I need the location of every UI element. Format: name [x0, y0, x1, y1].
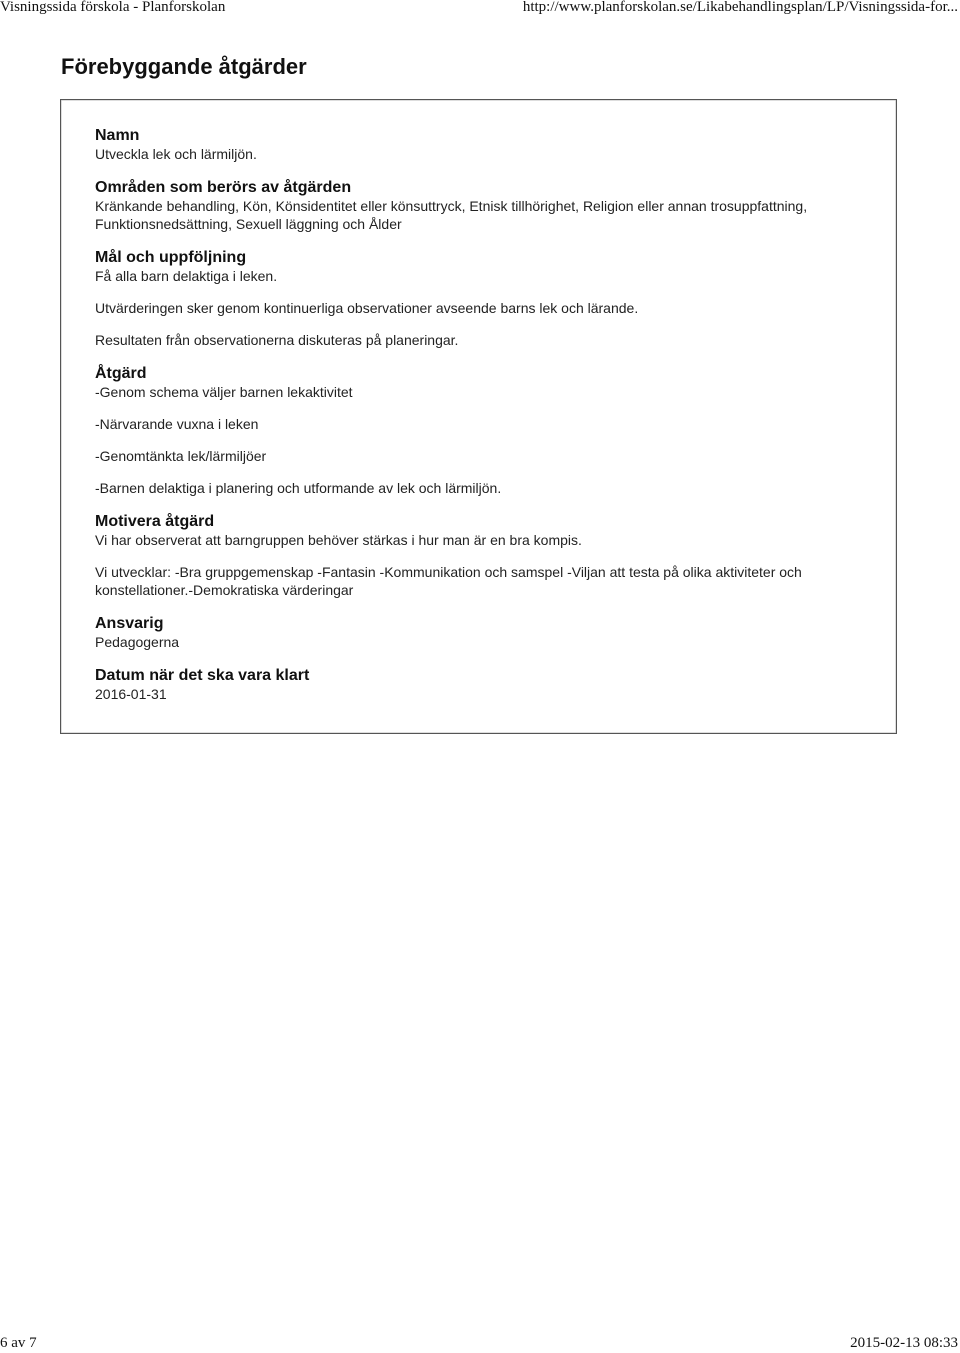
section-datum: [95, 666, 876, 703]
section-label-omraden: Områden som berörs av åtgärden: [95, 179, 352, 196]
atgard-paragraph: -Genomtänkta lek/lärmiljöer: [95, 448, 267, 464]
print-footer-timestamp: 2015-02-13 08:33: [850, 1335, 958, 1351]
section-label-atgard: Åtgärd: [95, 365, 147, 382]
section-label-motivera: Motivera åtgärd: [95, 513, 215, 530]
section-atgard: [95, 364, 876, 497]
mal-paragraph: Resultaten från observationerna diskuteras på planeringar.: [95, 332, 459, 348]
print-header-url: http://www.planforskolan.se/Likabehandlingsplan/LP/Visningssida-for...: [522, 0, 958, 15]
section-label-ansvarig: Ansvarig: [95, 615, 164, 632]
section-label-mal: Mål och uppföljning: [95, 249, 247, 266]
print-footer-page-number: 6 av 7: [0, 1335, 37, 1351]
section-label-datum: Datum när det ska vara klart: [95, 667, 310, 684]
measure-details-box: [60, 99, 897, 734]
motivera-paragraph: Vi utvecklar: -Bra gruppgemenskap -Fantasin -Kommunikation och samspel -Viljan att testa på olika aktiviteter och konstellationer.-Demokratiska värderingar: [95, 564, 802, 598]
section-omraden: [95, 178, 876, 233]
measure-details-content: [95, 126, 876, 703]
page-title: Förebyggande åtgärder: [61, 54, 307, 79]
motivera-paragraph: Vi har observerat att barngruppen behöver stärkas i hur man är en bra kompis.: [95, 532, 582, 548]
ansvarig-value: Pedagogerna: [95, 634, 180, 650]
namn-value: Utveckla lek och lärmiljön.: [95, 146, 257, 162]
mal-paragraph: Utvärderingen sker genom kontinuerliga observationer avseende barns lek och lärande.: [95, 300, 639, 316]
atgard-paragraph: -Genom schema väljer barnen lekaktivitet: [95, 384, 353, 400]
print-header-title: Visningssida förskola - Planforskolan: [0, 0, 226, 15]
section-label-namn: Namn: [95, 127, 140, 144]
atgard-paragraph: -Närvarande vuxna i leken: [95, 416, 259, 432]
datum-value: 2016-01-31: [95, 686, 167, 702]
section-namn: [95, 126, 876, 163]
section-motivera: [95, 512, 876, 599]
omraden-value: Kränkande behandling, Kön, Könsidentitet eller könsuttryck, Etnisk tillhörighet, Religion eller annan trosuppfattning, Funktionsnedsättning, Sexuell läggning och Ålder: [95, 198, 808, 232]
section-mal: [95, 248, 876, 349]
atgard-paragraph: -Barnen delaktiga i planering och utformande av lek och lärmiljön.: [95, 480, 502, 496]
section-ansvarig: [95, 614, 876, 651]
mal-paragraph: Få alla barn delaktiga i leken.: [95, 268, 278, 284]
